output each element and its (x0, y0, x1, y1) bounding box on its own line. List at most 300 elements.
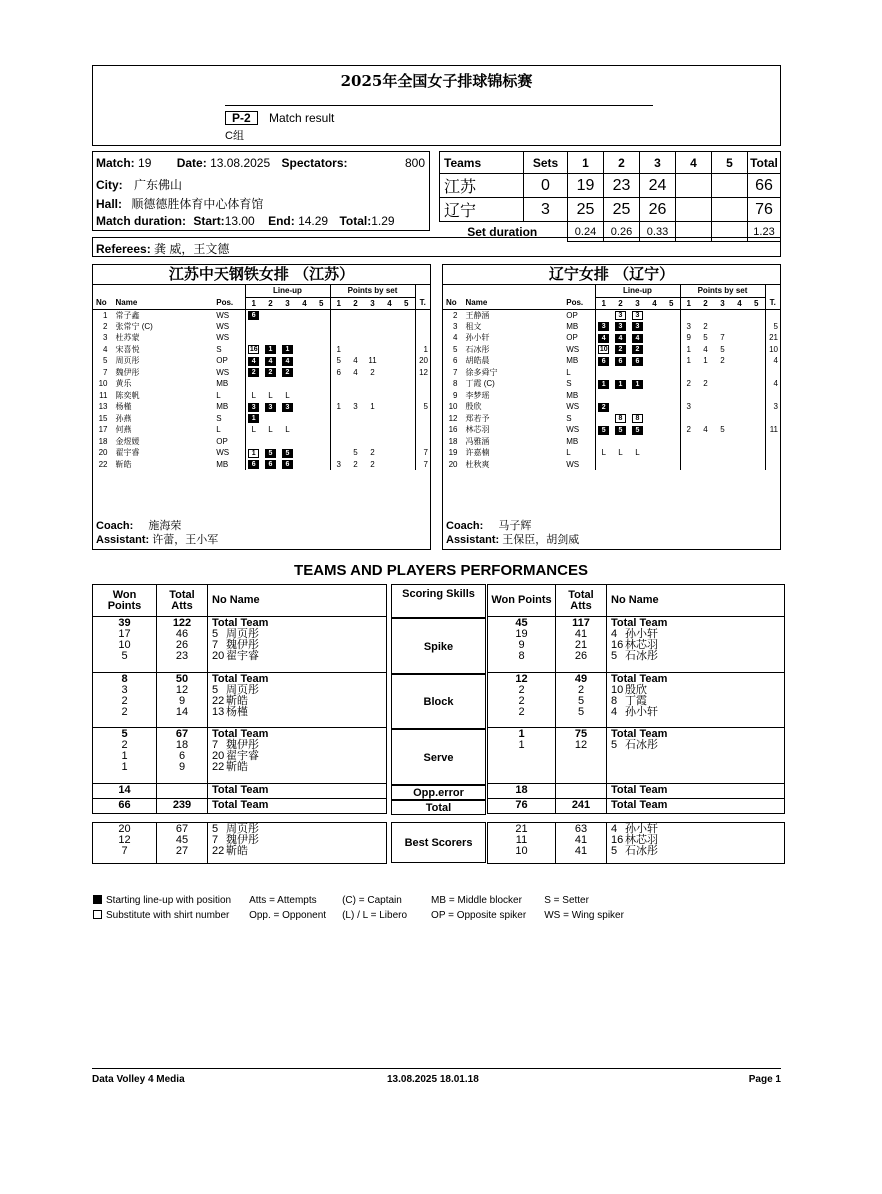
lineup-cell (646, 401, 663, 413)
set-points (398, 401, 415, 413)
name-header: Name (115, 298, 138, 308)
skill-row (93, 617, 387, 673)
player-name: 孙小轩 (625, 628, 658, 640)
points-set-header: 3 (720, 298, 725, 308)
player-number: 4 (611, 706, 618, 718)
set-points (731, 378, 748, 390)
player-name: 张常宁 (C) (115, 321, 153, 331)
points-set-header: 1 (680, 297, 697, 309)
set-points (381, 344, 398, 356)
set-duration: 0.24 (568, 222, 604, 242)
total-atts: 26 (175, 639, 189, 651)
starting-position-badge: 1 (248, 414, 259, 423)
lineup-cell (663, 413, 680, 425)
set-points (748, 413, 765, 425)
set-points (330, 424, 347, 436)
player-name: 林芯羽 (625, 639, 658, 651)
player-total: 4 (765, 378, 780, 390)
roster-table (93, 285, 430, 470)
total-score: 76 (748, 198, 781, 222)
won-points-header: Won Points (488, 585, 556, 617)
sets-won: 3 (524, 198, 568, 222)
lineup-cell (646, 424, 663, 436)
set-points (381, 447, 398, 459)
blank-cell (765, 285, 780, 297)
won-points: 5 (121, 728, 128, 740)
player-position: L (216, 425, 221, 435)
player-total: 7 (415, 459, 430, 471)
set-points (381, 355, 398, 367)
won-points-cell (93, 823, 157, 864)
player-row (443, 401, 780, 413)
total-atts: 239 (157, 799, 208, 814)
lineup-cell (279, 355, 296, 367)
player-name: 杨槿 (115, 402, 132, 412)
player-position: L (216, 390, 221, 400)
lineup-cell (279, 447, 296, 459)
player-position: WS (566, 459, 580, 469)
lineup-cell (612, 413, 629, 425)
starting-position-badge: 2 (615, 345, 626, 354)
total-atts: 5 (577, 706, 585, 718)
lineup-cell (279, 321, 296, 333)
lineup-cell (245, 436, 262, 448)
player-number: 15 (98, 413, 108, 423)
lineup-cell (663, 424, 680, 436)
set-points: 1 (330, 344, 347, 356)
set-points (731, 459, 748, 471)
lineup-cell (279, 459, 296, 471)
total-atts: 2 (577, 684, 585, 696)
lineup-cell (646, 355, 663, 367)
total-atts: 41 (574, 845, 588, 857)
player-name: 黄乐 (115, 379, 132, 389)
player-number: 7 (453, 367, 458, 377)
player-total (415, 332, 430, 344)
set-points (748, 309, 765, 321)
set-points: 5 (703, 333, 708, 343)
total-atts: 75 (574, 728, 588, 740)
total-name: Total Team (607, 799, 785, 814)
player-number: 7 (103, 367, 108, 377)
total-atts-cell (157, 617, 208, 673)
player-number: 4 (611, 628, 618, 640)
skill-opp-error: Opp.error (391, 785, 486, 800)
set-points: 2 (703, 379, 708, 389)
lineup-cell: L (618, 448, 623, 458)
player-name: 林芯羽 (625, 834, 658, 846)
lineup-cell (595, 367, 612, 379)
name-header: Name (465, 298, 488, 308)
player-position: L (566, 448, 571, 458)
player-total: 3 (765, 401, 780, 413)
lineup-set-header: 2 (268, 298, 273, 308)
starting-position-badge: 2 (282, 368, 293, 377)
set-points (330, 332, 347, 344)
player-name: 杨槿 (226, 706, 248, 718)
player-position: MB (216, 379, 229, 389)
lineup-cell (279, 413, 296, 425)
won-points: 8 (121, 673, 128, 685)
report-subtitle: Match result (269, 111, 335, 125)
referees-names: 龚 威，王文德 (154, 242, 230, 256)
report-code: P-2 (225, 111, 258, 125)
player-number: 22 (98, 459, 108, 469)
set-points (364, 332, 381, 344)
player-entry (611, 740, 782, 751)
player-number: 2 (453, 310, 458, 320)
teams-header: Teams (440, 152, 524, 174)
player-row (443, 332, 780, 344)
legend-mb: MB = Middle blocker (431, 895, 522, 906)
starting-position-badge: 2 (632, 345, 643, 354)
opp-error-row (93, 784, 387, 799)
total-atts: 122 (172, 617, 192, 629)
total-atts: 6 (178, 750, 186, 762)
player-number: 5 (212, 684, 219, 696)
set-points (748, 447, 765, 459)
won-points: 39 (118, 617, 131, 629)
starting-position-badge: 4 (615, 334, 626, 343)
player-total: 10 (765, 344, 780, 356)
starting-position-badge: 3 (265, 403, 276, 412)
lineup-cell (313, 355, 330, 367)
won-points: 7 (121, 845, 128, 857)
player-position: OP (216, 436, 228, 446)
player-total: 20 (415, 355, 430, 367)
lineup-set-header: 4 (302, 298, 307, 308)
lineup-cell (663, 332, 680, 344)
lineup-cell (663, 309, 680, 321)
set-points (347, 309, 364, 321)
lineup-cell (262, 332, 279, 344)
player-position: WS (566, 402, 580, 412)
total-atts: 5 (577, 695, 585, 707)
player-entry (611, 707, 782, 718)
set-points (398, 321, 415, 333)
blank-cell (415, 285, 430, 297)
set-points (381, 424, 398, 436)
player-position: OP (566, 333, 578, 343)
starting-position-badge: 5 (632, 426, 643, 435)
won-points: 10 (118, 639, 131, 651)
player-number: 22 (212, 761, 225, 773)
lineup-cell (245, 344, 262, 356)
skill-row (93, 728, 387, 784)
set-points (697, 309, 714, 321)
lineup-cell (595, 309, 612, 321)
won-points: 2 (121, 695, 128, 707)
player-name: 宋喜悦 (115, 344, 140, 354)
assistant-label: Assistant: (446, 534, 500, 546)
won-points-cell (93, 728, 157, 784)
roster-table (443, 285, 780, 470)
lineup-cell (595, 424, 612, 436)
player-total (415, 321, 430, 333)
lineup-cell (629, 355, 646, 367)
player-name: 魏伊彤 (226, 834, 259, 846)
set-points (398, 447, 415, 459)
won-points: 12 (515, 673, 528, 685)
player-position: MB (566, 390, 579, 400)
set-points (714, 459, 731, 471)
set-points (364, 424, 381, 436)
lineup-cell (296, 355, 313, 367)
lineup-cell (663, 401, 680, 413)
best-scorers-row (93, 823, 387, 864)
total-atts: 12 (574, 739, 588, 751)
points-set-header: 5 (404, 298, 409, 308)
player-number: 18 (98, 436, 108, 446)
lineup-cell (313, 413, 330, 425)
total-won: 66 (93, 799, 157, 814)
assistant-name: 许蕾，王小军 (152, 534, 219, 546)
set-points (381, 378, 398, 390)
set-points (731, 332, 748, 344)
player-row (443, 344, 780, 356)
no-header: No (446, 298, 457, 308)
player-number: 20 (212, 650, 225, 662)
player-row (443, 424, 780, 436)
won-points: 10 (515, 845, 528, 857)
set-points (697, 447, 714, 459)
lineup-cell (296, 378, 313, 390)
footer-timestamp: 13.08.2025 18.01.18 (387, 1074, 479, 1085)
empty-square-icon (93, 910, 102, 919)
lineup-cell (296, 413, 313, 425)
starting-position-badge: 6 (615, 357, 626, 366)
won-points: 2 (518, 695, 525, 707)
opp-error-row (488, 784, 785, 799)
player-position: WS (216, 448, 230, 458)
set-points (347, 390, 364, 402)
total-atts-cell (157, 823, 208, 864)
player-row (93, 355, 430, 367)
player-name: 陈奕帆 (115, 390, 140, 400)
starting-position-badge: 3 (282, 403, 293, 412)
starting-position-badge: 5 (598, 426, 609, 435)
lineup-cell: L (245, 390, 262, 402)
player-name: 孙燕 (115, 413, 132, 423)
points-set-header: 4 (737, 298, 742, 308)
player-name: 靳皓 (115, 459, 132, 469)
lineup-cell (296, 459, 313, 471)
starting-position-badge: 5 (265, 449, 276, 458)
set-points: 1 (680, 344, 697, 356)
lineup-cell (646, 390, 663, 402)
player-name: 靳皓 (226, 695, 248, 707)
player-entry: Total Team (611, 673, 668, 685)
start-time: 13.00 (224, 214, 255, 228)
match-label: Match: (96, 156, 135, 170)
lineup-cell (279, 378, 296, 390)
total-atts: 12 (175, 684, 189, 696)
won-points: 2 (518, 684, 525, 696)
total-atts-cell (556, 673, 607, 728)
set-points (364, 309, 381, 321)
lineup-cell (313, 447, 330, 459)
match-number: 19 (138, 156, 152, 170)
set-points: 2 (370, 367, 375, 377)
set-score: 23 (604, 174, 640, 198)
lineup-cell (262, 321, 279, 333)
lineup-cell (646, 321, 663, 333)
total-atts: 9 (178, 761, 186, 773)
set-points (748, 459, 765, 471)
lineup-cell (646, 459, 663, 471)
player-name: 靳皓 (226, 761, 248, 773)
player-entry: Total Team (212, 617, 269, 629)
footer-page: Page 1 (748, 1074, 781, 1085)
total-atts: 27 (175, 845, 189, 857)
player-number: 1 (103, 310, 108, 320)
lineup-cell (646, 309, 663, 321)
lineup-cell (629, 424, 646, 436)
lineup-cell (279, 367, 296, 379)
no-name-header: No Name (208, 585, 387, 617)
set-points (748, 378, 765, 390)
player-number: 16 (611, 834, 624, 846)
won-points-header: Won Points (93, 585, 157, 617)
total-atts: 49 (574, 673, 588, 685)
player-number: 22 (212, 845, 225, 857)
player-names-cell (208, 617, 387, 673)
lineup-cell (612, 321, 629, 333)
set-points (347, 424, 364, 436)
set-points (398, 378, 415, 390)
player-entry (212, 846, 384, 857)
total-label: Total: (339, 214, 372, 228)
referees-label: Referees: (96, 242, 151, 256)
won-points: 2 (121, 739, 128, 751)
set-points (398, 390, 415, 402)
coaches (446, 519, 579, 547)
set-points (364, 436, 381, 448)
lineup-cell (629, 378, 646, 390)
set-points (748, 355, 765, 367)
player-total (765, 447, 780, 459)
total-header: T. (415, 297, 430, 309)
starting-position-badge: 6 (282, 460, 293, 469)
opp-error-atts (157, 784, 208, 799)
player-row (443, 309, 780, 321)
player-name: 杜秋爽 (465, 459, 490, 469)
player-total: 1 (415, 344, 430, 356)
end-time: 14.29 (298, 214, 329, 228)
player-name: 冯雅涵 (465, 436, 490, 446)
lineup-set-header: 3 (635, 298, 640, 308)
assistant-label: Assistant: (96, 534, 150, 546)
player-total: 5 (765, 321, 780, 333)
substitute-badge: 3 (632, 311, 643, 320)
set-points (731, 344, 748, 356)
lineup-set-header: 5 (319, 298, 324, 308)
set-points (347, 378, 364, 390)
total-row (93, 799, 387, 814)
lineup-set-header: 4 (652, 298, 657, 308)
legend-opp: Opp. = Opponent (249, 910, 327, 921)
lineup-cell: L (268, 390, 273, 400)
lineup-cell (663, 378, 680, 390)
starting-position-badge: 5 (615, 426, 626, 435)
set-points (680, 447, 697, 459)
points-set-header: 4 (387, 298, 392, 308)
won-points-cell (488, 823, 556, 864)
lineup-cell (245, 321, 262, 333)
set-points (731, 413, 748, 425)
set-points (680, 436, 697, 448)
set-points (364, 390, 381, 402)
player-number: 5 (453, 344, 458, 354)
skill-block: Block (391, 674, 486, 729)
set-points (731, 367, 748, 379)
set-points (731, 321, 748, 333)
won-points: 8 (518, 650, 525, 662)
won-points: 17 (118, 628, 131, 640)
lineup-cell: L (635, 448, 640, 458)
legend-libero: (L) / L = Libero (342, 910, 408, 921)
set-points (731, 401, 748, 413)
player-position: WS (216, 367, 230, 377)
total-atts: 67 (175, 823, 189, 835)
won-points: 5 (121, 650, 128, 662)
player-number: 5 (212, 628, 219, 640)
player-name: 周页彤 (226, 628, 259, 640)
set-points: 2 (370, 459, 375, 469)
lineup-cell (313, 459, 330, 471)
lineup-cell (262, 355, 279, 367)
player-name: 王静涵 (465, 310, 490, 320)
lineup-cell (296, 367, 313, 379)
set-points (381, 367, 398, 379)
header-rule (225, 105, 653, 106)
lineup-cell (296, 344, 313, 356)
lineup-cell (646, 378, 663, 390)
player-row (93, 309, 430, 321)
team-name: 辽宁 (440, 198, 524, 222)
lineup-cell (612, 355, 629, 367)
set-points (364, 413, 381, 425)
set-points: 2 (703, 321, 708, 331)
set-points: 1 (370, 402, 375, 412)
player-name: 孙小轩 (465, 333, 490, 343)
set1-header: 1 (568, 152, 604, 174)
set-points (330, 321, 347, 333)
total-atts: 63 (574, 823, 588, 835)
set-points (347, 321, 364, 333)
player-names-cell (607, 823, 785, 864)
player-name: 周页彤 (115, 356, 140, 366)
player-row (93, 367, 430, 379)
set-points (330, 436, 347, 448)
player-row (443, 367, 780, 379)
set-points: 5 (720, 344, 725, 354)
player-entry: Total Team (611, 728, 668, 740)
player-number: 20 (448, 459, 458, 469)
player-number: 7 (212, 834, 219, 846)
lineup-cell (663, 447, 680, 459)
player-name: 石冰彤 (625, 845, 658, 857)
set-points (381, 309, 398, 321)
player-position: MB (566, 436, 579, 446)
player-total (765, 413, 780, 425)
coach-name: 马子辉 (498, 520, 532, 532)
player-position: OP (216, 356, 228, 366)
set-points (680, 459, 697, 471)
set-points (398, 309, 415, 321)
won-points: 2 (518, 706, 525, 718)
player-total (765, 436, 780, 448)
